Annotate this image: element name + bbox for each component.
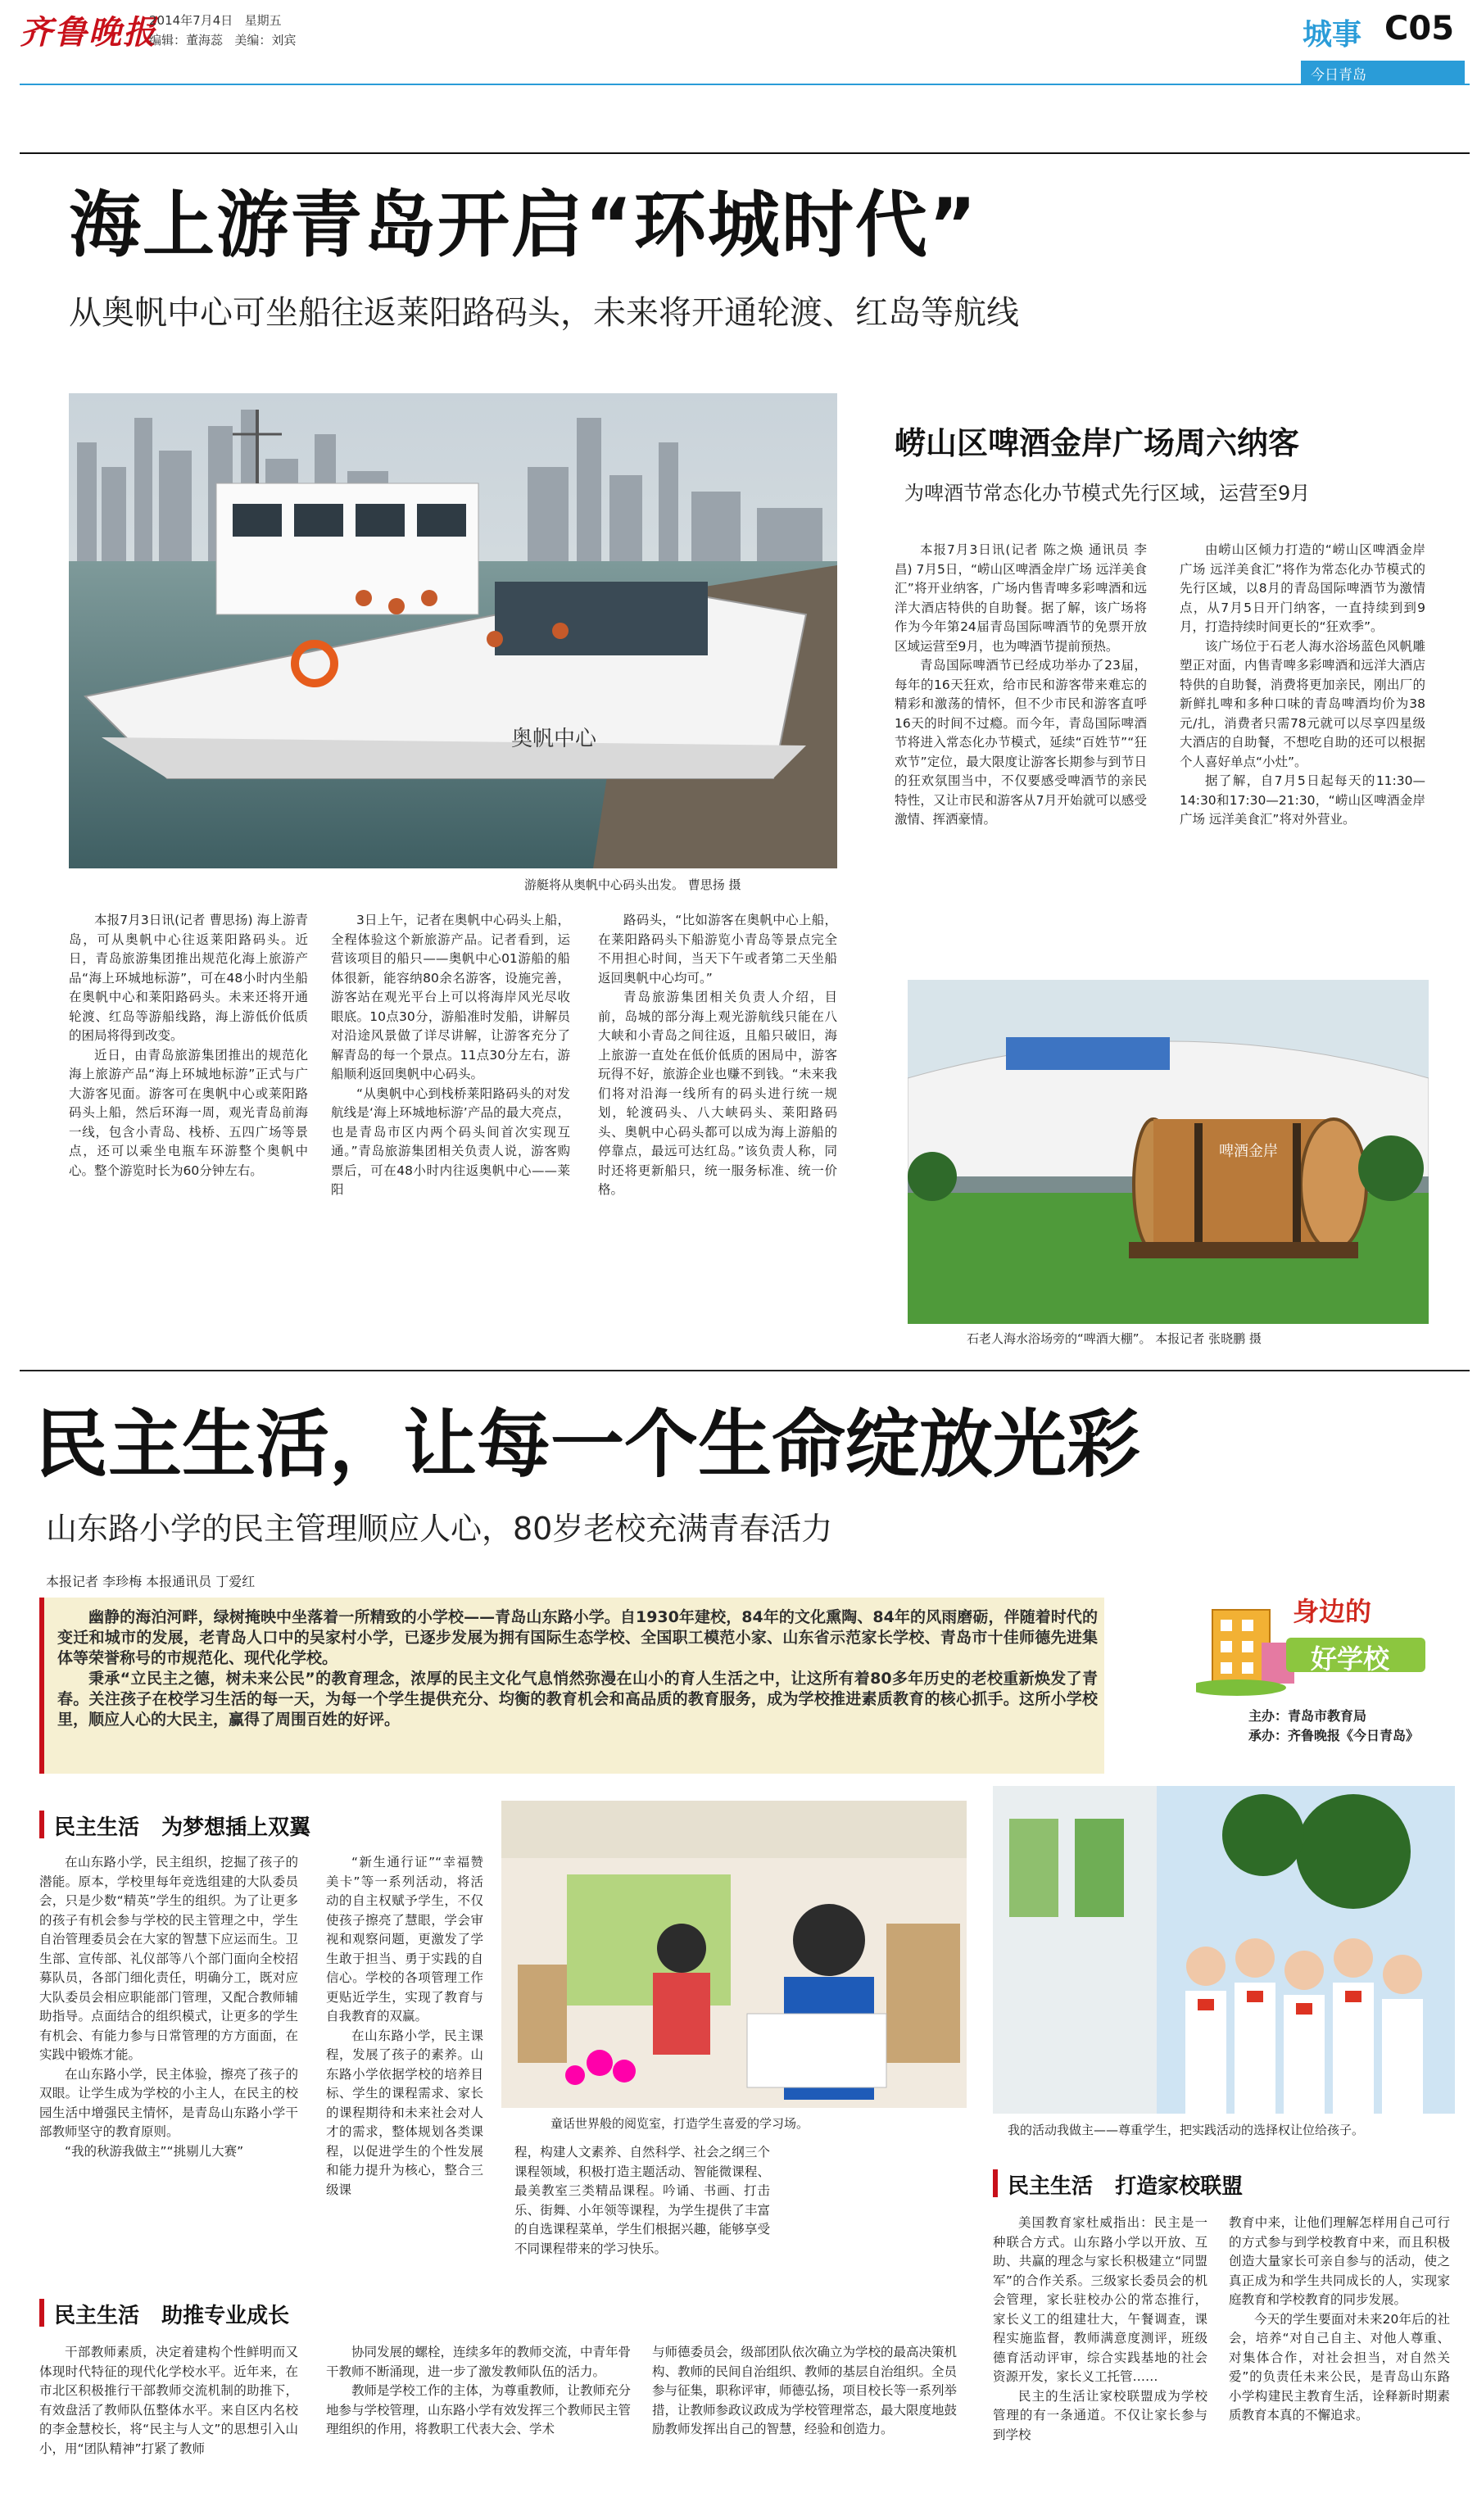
story2-col1 xyxy=(895,541,1147,830)
sec1-col1-p1: 在山东路小学，民主组织，挖掘了孩子的潜能。原本，学校里每年竞选组建的大队委员会，只是少数“精英”学生的组织。为了让更多的孩子有机会参与学校的民主管理之中，学生自治管理委员会在大家的智慧下应运而生。卫生部、宣传部、礼仪部等八个部门面向全校招募队员，各部门细化责任，明确分工，既对应大队委员会相应职能部门管理，又配合教师辅助指导。点面结合的组织模式，让更多的学生有机会、有能力参与日常管理的方方面面，在实践中锻炼才能。 xyxy=(39,1855,298,2062)
story2-col2-p1: 由崂山区倾力打造的“崂山区啤酒金岸广场 远洋美食汇”将作为常态化办节模式的先行区域，以8月的青岛国际啤酒节为激情点，从7月5日开门纳客，一直持续到到9月，打造持续时间更长的“狂欢季”。 xyxy=(1180,542,1425,634)
header-rule xyxy=(20,84,1470,85)
intro-left-bar xyxy=(39,1598,44,1774)
story1-col2-p1: 3日上午，记者在奥帆中心码头上船，全程体验这个新旅游产品。记者看到，运营该项目的船只——奥帆中心01游船的船体很新，能容纳80余名游客，设施完善，游客站在观光平台上可以将海岸风光尽收眼底。10点30分，游船准时发船，讲解员对沿途风景做了详尽讲解，让游客充分了解青岛的每一个景点。11点30分左右，游船顺利返回奥帆中心码头。 xyxy=(331,913,570,1081)
header-date xyxy=(149,11,282,29)
editor-credit: 编辑：董海蕊 xyxy=(149,33,224,48)
beer-barrel-photo xyxy=(908,980,1429,1324)
story2-subheadline: 为啤酒节常态化办节模式先行区域，运营至9月 xyxy=(904,482,1311,505)
sec-mid-col xyxy=(514,2143,770,2259)
badge-bottom-text: 好学校 xyxy=(1311,1643,1390,1675)
sec2-col2-p2: 教师是学校工作的主体，为尊重教师，让教师充分地参与学校管理，山东路小学有效发挥三个教师民主管理组织的作用，将教职工代表大会、学术 xyxy=(326,2383,632,2436)
barrel-sign-text: 啤酒金岸 xyxy=(1219,1143,1278,1159)
sec2-title-bar xyxy=(39,2299,44,2327)
story1-col1-p2: 近日，由青岛旅游集团推出的规范化海上旅游产品“海上环城地标游”正式与广大游客见面。游客可在奥帆中心或莱阳路码头上船，然后环海一周，观光青岛前海一线，包含小青岛、栈桥、五四广场等景点，还可以乘坐电瓶车环游整个奥帆中心。整个游览时长为60分钟左右。 xyxy=(69,1047,308,1178)
story2-col2-p2: 该广场位于石老人海水浴场蓝色风帆雕塑正对面，内售青啤多彩啤酒和远洋大酒店特供的自助餐，消费将更加亲民，刚出厂的新鲜扎啤和多种口味的青岛啤酒均价为38元/扎，消费者只需78元就可以尽享四星级大酒店的自助餐，不想吃自助的还可以根据个人喜好单点“小灶”。 xyxy=(1180,638,1425,769)
story2-col1-p2: 青岛国际啤酒节已经成功举办了23届，每年的16天狂欢，给市民和游客带来难忘的精彩和激荡的情怀，但不少市民和游客直呼16天的时间不过瘾。而今年，青岛国际啤酒节将进入常态化办节模式，延续“百姓节”“狂欢节”定位，最大限度让游客长期参与到节日的狂欢氛围当中，不仅要感受啤酒节的亲民特性，又让市民和游客从7月开始就可以感受激情、挥洒豪情。 xyxy=(895,658,1147,827)
activity-illustration xyxy=(993,1786,1455,2114)
mid-section-rule xyxy=(20,1370,1470,1371)
header-credits xyxy=(149,31,296,48)
organizer-text: 承办：齐鲁晚报《今日青岛》 xyxy=(1248,1728,1420,1743)
sec1-title: 民主生活 为梦想插上双翼 xyxy=(54,1815,311,1840)
designer-credit: 美编：刘宾 xyxy=(234,33,297,48)
story1-col2 xyxy=(331,911,570,1200)
story3-subheadline: 山东路小学的民主管理顺应人心，80岁老校充满青春活力 xyxy=(46,1511,833,1547)
sponsor-text: 主办：青岛市教育局 xyxy=(1248,1708,1367,1724)
sec1-col1-p2: 在山东路小学，民主体验，擦亮了孩子的双眼。让学生成为学校的小主人，在民主的校园生活中增强民主情怀，是青岛山东路小学干部教师坚守的教育原则。 xyxy=(39,2066,298,2139)
story1-col3 xyxy=(598,911,837,1200)
subsection-name: 今日青岛 xyxy=(1311,67,1366,84)
sec1-col2-p1: “新生通行证”“幸福赞美卡”等一系列活动，将活动的自主权赋予学生，不仅使孩子擦亮了慧眼，学会审视和观察问题，更激发了学生敢于担当、勇于实践的自信心。学校的各项管理工作更贴近学生，实现了教育与自我教育的双赢。 xyxy=(326,1855,483,2024)
sec3-col2 xyxy=(1229,2214,1450,2426)
story1-subheadline: 从奥帆中心可坐船往返莱阳路码头，未来将开通轮渡、红岛等航线 xyxy=(69,294,1019,332)
sec1-col2 xyxy=(326,1853,483,2200)
boat-photo-illustration xyxy=(69,393,837,868)
sec3-title: 民主生活 打造家校联盟 xyxy=(1008,2174,1244,2199)
story2-col2-p3: 据了解，自7月5日起每天的11:30—14:30和17:30—21:30，“崂山区啤酒金岸广场 远洋美食汇”将对外营业。 xyxy=(1180,773,1425,827)
story3-byline: 本报记者 李珍梅 本报通讯员 丁爱红 xyxy=(46,1574,256,1589)
sec2-col2 xyxy=(326,2343,631,2440)
sec-mid-col-p1: 程，构建人文素养、自然科学、社会之纲三个课程领域，积极打造主题活动、智能微课程、最美教室三类精品课程。吟诵、书画、打击乐、街舞、小年领等课程，为学生提供了丰富的自选课程菜单，学生们根据兴趣，能够享受不同课程带来的学习快乐。 xyxy=(514,2145,770,2256)
boat-hull-label: 奥帆中心 xyxy=(511,726,597,750)
activity-photo xyxy=(993,1786,1455,2114)
story3-intro-p2: 秉承“立民主之德，树未来公民”的教育理念，浓厚的民主文化气息悄然弥漫在山小的育人生活之中，让这所有着80多年历史的老校重新焕发了青春。关注孩子在校学习生活的每一天，为每一个学生提供充分、均衡的教育机会和高品质的教育服务，成为学校推进素质教育的核心抓手。这所小学校里，顺应人心的大民主，赢得了周围百姓的好评。 xyxy=(57,1670,1098,1729)
section-name: 城事 xyxy=(1303,18,1362,52)
boat-photo xyxy=(69,393,837,868)
story3-intro-p1: 幽静的海泊河畔，绿树掩映中坐落着一所精致的小学校——青岛山东路小学。自1930年建校，84年的文化熏陶、84年的风雨磨砺，伴随着时代的变迁和城市的发展，老青岛人口中的吴家村小学，已逐步发展为拥有国际生态学校、全国职工模范小家、山东省示范家长学校、青岛市十佳师德先进集体等荣誉称号的市规范化、现代化学校。 xyxy=(57,1608,1098,1667)
sec2-col1 xyxy=(39,2343,298,2459)
beer-barrel-caption: 石老人海水浴场旁的“啤酒大棚”。 本报记者 张晓鹏 摄 xyxy=(967,1331,1262,1346)
story3-intro xyxy=(57,1607,1098,1730)
sec2-col3 xyxy=(652,2343,957,2440)
sec1-col1 xyxy=(39,1853,298,2161)
sec3-col2-p1: 教育中来，让他们理解怎样用自己可行的方式参与到学校教育中来，而且积极创造大量家长可亲自参与的活动，使之真正成为和学生共同成长的人，实现家庭教育和学校教育的同步发展。 xyxy=(1229,2215,1450,2307)
date-text: 2014年7月4日 xyxy=(149,13,233,28)
weekday-text: 星期五 xyxy=(244,13,282,28)
sec1-col2-p2: 在山东路小学，民主课程，发展了孩子的素养。山东路小学依据学校的培养目标、学生的课程需求、家长的课程期待和未来社会对人才的需求，整体规划各类课程，以促进学生的个性发展和能力提升为核心，整合三级课 xyxy=(326,2028,483,2197)
story1-col1-p1: 本报7月3日讯(记者 曹思扬) 海上游青岛，可从奥帆中心往返莱阳路码头。近日，青岛旅游集团推出规范化海上旅游产品“海上环城地标游”，可在48小时内坐船在奥帆中心和莱阳路码头。未来还将开通轮渡、红岛等游船线路，海上游低价低质的困局将得到改变。 xyxy=(69,913,308,1043)
story1-col2-p2: “从奥帆中心到栈桥莱阳路码头的对发航线是‘海上环城地标游’产品的最大亮点，也是青岛市区内两个码头间首次实现互通。”青岛旅游集团相关负责人说，游客购票后，可在48小时内往返奥帆中心——莱阳 xyxy=(331,1086,570,1197)
sec3-col2-p2: 今天的学生要面对未来20年后的社会，培养“对自己自主、对他人尊重、对集体合作，对社会担当，对自然关爱”的负责任未来公民，是青岛山东路小学构建民主教育生活，诠释新时期素质教育本真的不懈追求。 xyxy=(1229,2311,1450,2423)
masthead-logo: 齐鲁晚报 xyxy=(20,13,157,52)
page-number: C05 xyxy=(1384,10,1455,48)
reading-room-illustration xyxy=(501,1801,967,2108)
story2-col1-p1: 本报7月3日讯(记者 陈之焕 通讯员 李昌) 7月5日，“崂山区啤酒金岸广场 远洋美食汇”将开业纳客，广场内售青啤多彩啤酒和远洋大酒店特供的自助餐。据了解，该广场将作为今年第24届青岛国际啤酒节的免票开放区域运营至9月，也为啤酒节提前预热。 xyxy=(895,542,1147,654)
story3-headline: 民主生活，让每一个生命绽放光彩 xyxy=(34,1402,1140,1488)
story2-headline: 崂山区啤酒金岸广场周六纳客 xyxy=(895,425,1300,461)
sec2-col3-p1: 与师德委员会，级部团队依次确立为学校的最高决策机构、教师的民间自治组织、教师的基层自治组织。全员参与征集，职称评审，师德弘扬，项目校长等一系列举措，让教师参政议政成为学校管理常态，最大限度地鼓励教师发挥出自己的智慧，经验和创造力。 xyxy=(652,2345,958,2436)
beer-barrel-illustration xyxy=(908,980,1429,1324)
header-thin-rule xyxy=(20,152,1470,154)
sec3-col1-p1: 美国教育家杜威指出：民主是一种联合方式。山东路小学以开放、互助、共赢的理念与家长积极建立“同盟军”的合作关系。三级家长委员会的机会管理，家长驻校办公的常态推行，家长义工的组建壮大，午餐调查，课程实施监督，教师满意度测评，班级德育活动评审，综合实践基地的社会资源开发，家长义工托管…… xyxy=(993,2215,1207,2384)
sec3-col1-p2: 民主的生活让家校联盟成为学校管理的有一条通道。不仅让家长参与到学校 xyxy=(993,2388,1207,2442)
story1-col3-p2: 青岛旅游集团相关负责人介绍，目前，岛城的部分海上观光游航线只能在八大峡和小青岛之间往返，且船只破旧，海上旅游一直处在低价低质的困局中，游客玩得不好，旅游企业也赚不到钱。“未来我们将对沿海一线所有的码头进行统一规划，轮渡码头、八大峡码头、莱阳路码头、奥帆中心码头都可以成为海上游船的停靠点，最远可达红岛。”该负责人称，同时还将更新船只，统一服务标准、统一价格。 xyxy=(598,990,837,1197)
sec3-title-bar xyxy=(993,2169,998,2197)
story1-col3-p1: 路码头，“比如游客在奥帆中心上船，在莱阳路码头下船游览小青岛等景点完全不用担心时间，当天下午或者第二天坐船返回奥帆中心均可。” xyxy=(598,913,837,986)
badge-top-text: 身边的 xyxy=(1293,1596,1372,1627)
sec2-title: 民主生活 助推专业成长 xyxy=(54,2304,290,2328)
sec1-title-bar xyxy=(39,1811,44,1838)
sec2-col2-p1: 协同发展的螺栓，连续多年的教师交流，中青年骨干教师不断涌现，进一步了激发教师队伍的活力。 xyxy=(326,2345,632,2379)
reading-room-caption: 童话世界般的阅览室，打造学生喜爱的学习场。 xyxy=(550,2116,809,2131)
boat-photo-caption: 游艇将从奥帆中心码头出发。 曹思扬 摄 xyxy=(524,877,741,892)
story1-headline: 海上游青岛开启“环城时代” xyxy=(69,183,978,267)
story2-col2 xyxy=(1180,541,1425,830)
sec3-col1 xyxy=(993,2214,1207,2445)
activity-caption: 我的活动我做主——尊重学生，把实践活动的选择权让位给孩子。 xyxy=(1008,2123,1365,2137)
sec1-col1-p3: “我的秋游我做主”“挑剔儿大赛” xyxy=(65,2143,244,2159)
reading-room-photo xyxy=(501,1801,967,2108)
sec2-col1-p1: 干部教师素质，决定着建构个性鲜明而又体现时代特征的现代化学校水平。近年来，在市北区积极推行干部教师交流机制的助推下，有效盘活了教师队伍整体水平。来自区内名校的李金慧校长，将“民主与人文”的思想引入山小，用“团队精神”打紧了教师 xyxy=(39,2345,298,2456)
story1-col1 xyxy=(69,911,308,1181)
